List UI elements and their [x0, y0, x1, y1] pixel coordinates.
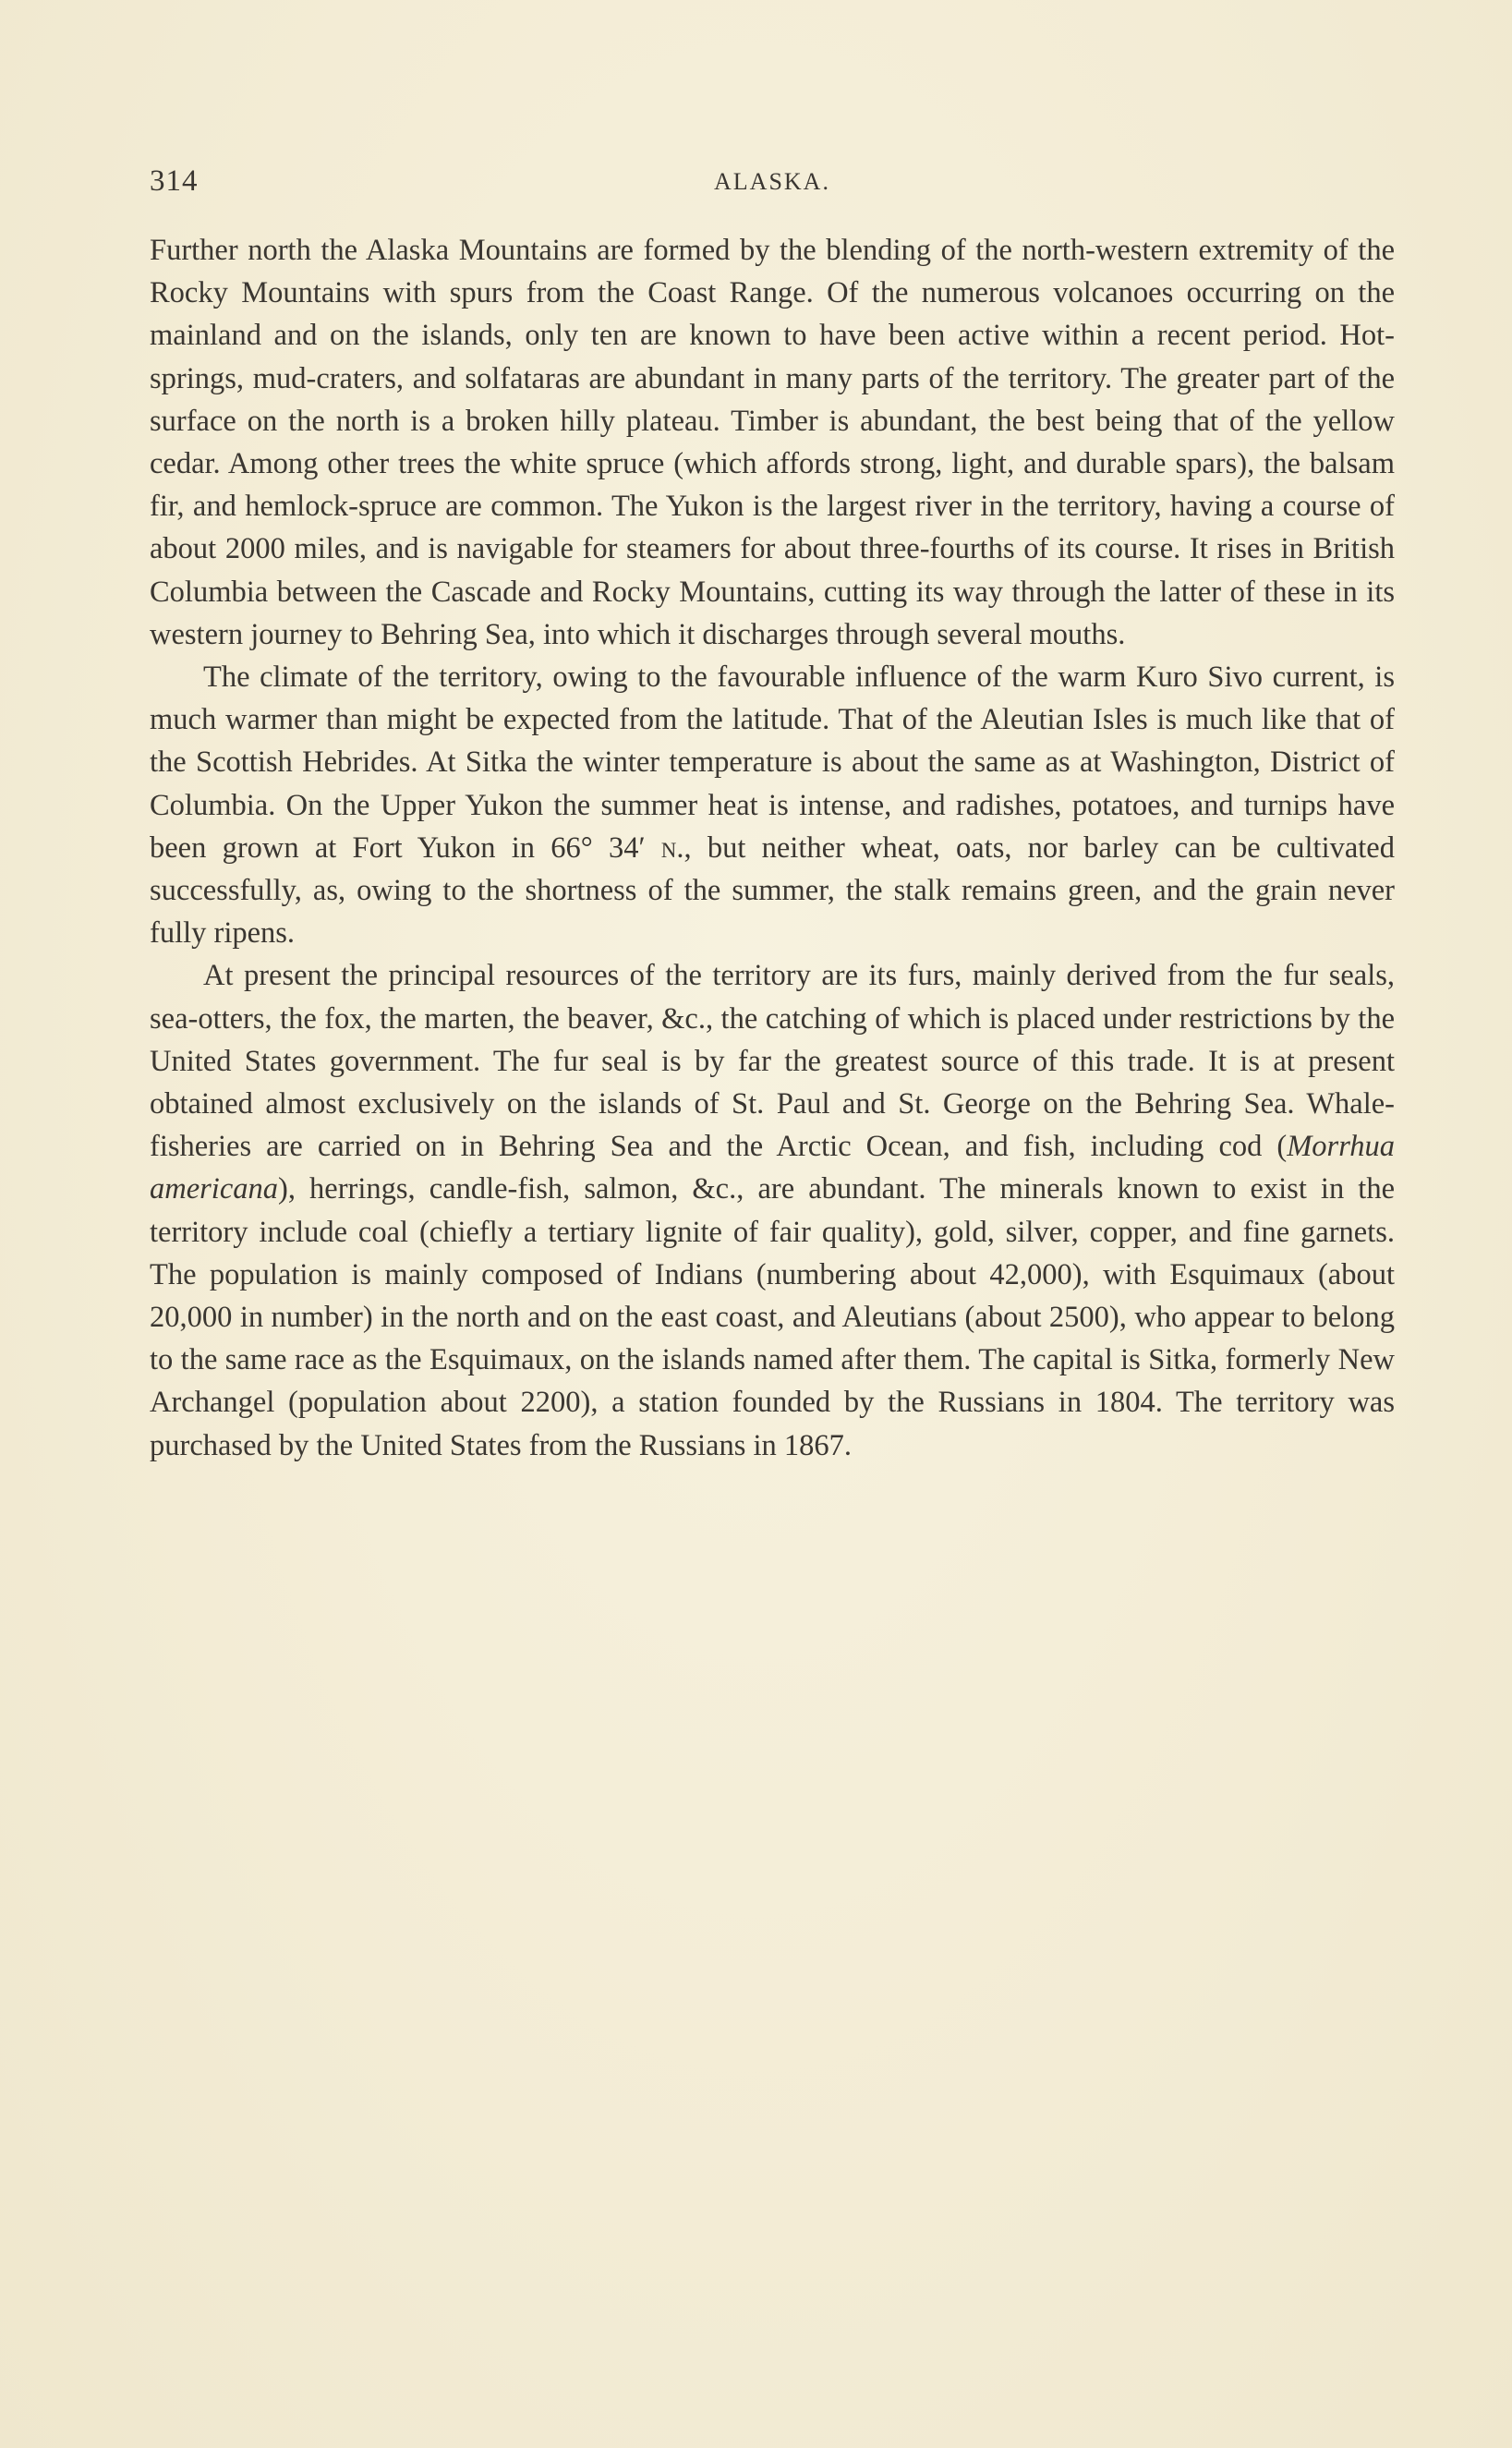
- paragraph-2: [150, 656, 1395, 954]
- north-abbreviation: n.: [660, 830, 684, 865]
- body-text: [150, 229, 1395, 1467]
- paragraph-3-text-b: ), herrings, candle-fish, salmon, &c., are abundant. The minerals known to exist in the territory include coal (chiefly a tertiary lignite of fair quality), gold, silver, copper, and fine garnets. The population is mainly composed of Indians (numbering about 42,000), with Esquimaux (about 20,000 in number) in the north and on the east coast, and Aleutians (about 2500), who appear to belong to the same race as the Esquimaux, on the islands named after them. The capital is Sitka, formerly New Archangel (population about 2200), a station founded by the Russians in 1804. The territory was purchased by the United States from the Russians in 1867.: [150, 1172, 1395, 1462]
- species-name: Morrhua americana: [150, 1130, 1395, 1206]
- page-number: 314: [150, 164, 199, 198]
- paragraph-2-text-b: , but neither wheat, oats, nor barley can be cultivated successfully, as, owing to the shortness of the summer, the stalk remains green, and the grain never fully ripens.: [150, 830, 1395, 951]
- paragraph-1: Further north the Alaska Mountains are formed by the blending of the north-western extremity of the Rocky Mountains with spurs from the Coast Range. Of the numerous volcanoes occurring on the mainland and on the islands, only ten are known to have been active within a recent period. Hot-springs, mud-craters, and solfataras are abundant in many parts of the territory. The greater part of the surface on the north is a broken hilly plateau. Timber is abundant, the best being that of the yellow cedar. Among other trees the white spruce (which affords strong, light, and durable spars), the balsam fir, and hemlock-spruce are common. The Yukon is the largest river in the territory, having a course of about 2000 miles, and is navigable for steamers for about three-fourths of its course. It rises in British Columbia between the Cascade and Rocky Mountains, cutting its way through the latter of these in its western journey to Behring Sea, into which it discharges through several mouths.: [150, 234, 1395, 651]
- paragraph-3: [150, 954, 1395, 1466]
- page-header: [150, 164, 1395, 205]
- paragraph-3-text-a: At present the principal resources of the territory are its furs, mainly derived from the fur seals, sea-otters, the fox, the marten, the beaver, &c., the catching of which is placed under restrictions by the United States government. The fur seal is by far the greatest source of this trade. It is at present obtained almost exclusively on the islands of St. Paul and St. George on the Behring Sea. Whale-fisheries are carried on in Behring Sea and the Arctic Ocean, and fish, including cod (: [150, 959, 1395, 1164]
- paragraph-2-text-a: The climate of the territory, owing to the favourable influence of the warm Kuro Sivo current, is much warmer than might be expected from the latitude. That of the Aleutian Isles is much like that of the Scottish Hebrides. At Sitka the winter temperature is about the same as at Washington, District of Columbia. On the Upper Yukon the summer heat is intense, and radishes, potatoes, and turnips have been grown at Fort Yukon in 66° 34′: [150, 660, 1395, 865]
- running-head: ALASKA.: [714, 168, 830, 195]
